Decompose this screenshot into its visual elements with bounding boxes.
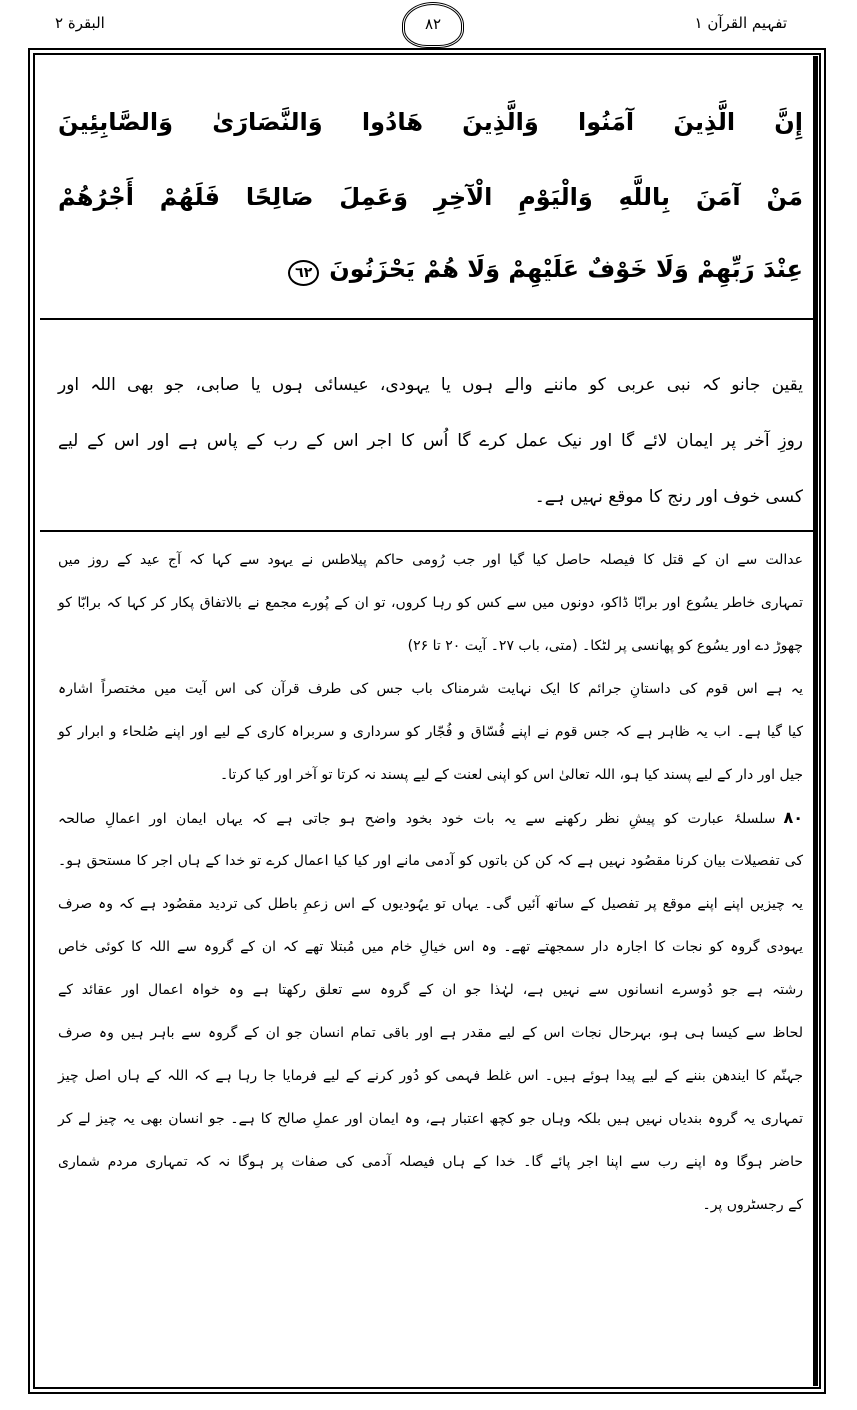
- footnote-line: [58, 805, 803, 832]
- footnote-line: تمہاری خاطر یسُوع اور برابّا ڈاکو، دونوں میں سے کس کو رہا کروں، تو ان کے پُورے مجمع نے بالاتفاق پکار کر کہا کہ برابّا کو: [58, 595, 803, 611]
- book-title: تفہیم القرآن ۱: [694, 14, 787, 32]
- footnote-line: کے رجسٹروں پر۔: [702, 1197, 803, 1213]
- footnote-line: رشتہ ہے جو دُوسرے انسانوں سے نہیں ہے، لہٰذا جو ان کے گروہ سے تعلق رکھتا ہے وہ خواہ اعمال اور عقائد کے: [58, 982, 803, 998]
- footnote-line: یہ چیزیں اپنے اپنے موقع پر تفصیل کے ساتھ آئیں گی۔ یہاں تو یہُودیوں کے اس زعمِ باطل کی تردید مقصُود ہے کہ وہ صرف: [58, 896, 803, 912]
- footnote-line: چھوڑ دے اور یسُوع کو پھانسی پر لٹکا۔ (متی، باب ۲۷۔ آیت ۲۰ تا ۲۶): [407, 638, 803, 654]
- footnote-line: لحاظ سے کیسا ہی ہو، بہرحال نجات اس کے لیے مقدر ہے اور باقی تمام انسان جو ان کے گروہ سے باہر ہیں وہ صرف: [58, 1025, 803, 1041]
- footnote-line: عدالت سے ان کے قتل کا فیصلہ حاصل کیا گیا اور جب رُومی حاکم پیلاطس نے یہود سے کہا کہ آج عید کے روز میں: [58, 552, 803, 568]
- translation-line: یقین جانو کہ نبی عربی کو ماننے والے ہوں یا یہودی، عیسائی ہوں یا صابی، جو بھی اللہ اور: [58, 375, 803, 395]
- ayah-number-marker: ٦٢: [288, 260, 319, 286]
- footnote-line: یہودی گروہ کو نجات کا اجارہ دار سمجھتے تھے۔ وہ اس خیالِ خام میں مُبتلا تھے کہ ان کے گروہ سے اللہ کا کوئی خاص: [58, 939, 803, 955]
- footnote-line: حاضر ہوگا وہ اپنے رب سے اپنا اجر پائے گا۔ خدا کے ہاں فیصلہ آدمی کی صفات پر ہوگا نہ کہ تمہاری مردم شماری: [58, 1154, 803, 1170]
- page-number: ٨٢: [402, 2, 464, 48]
- footnote-line: جہنّم کا ایندھن بننے کے لیے پیدا ہوئے ہیں۔ اس غلط فہمی کو دُور کرنے کے لیے فرمایا جا رہا ہے کہ اللہ کے ہاں اصل چیز: [58, 1068, 803, 1084]
- footnote-line: جیل اور دار کے لیے پسند کیا ہو، اللہ تعالیٰ اس کو اپنی لعنت کے لیے پسند نہ کرتا تو آخر اور کیا کرتا۔: [219, 767, 803, 783]
- surah-name: البقرة ۲: [55, 14, 105, 32]
- divider: [40, 318, 816, 320]
- translation-line: کسی خوف اور رنج کا موقع نہیں ہے۔: [534, 487, 803, 507]
- verse-line: [58, 247, 803, 291]
- footnote-line: یہ ہے اس قوم کی داستانِ جرائم کا ایک نہایت شرمناک باب جس کی طرف قرآن کی اس آیت میں مختصراً اشارہ: [58, 681, 803, 697]
- divider: [40, 530, 816, 532]
- footnote-line: کی تفصیلات بیان کرنا مقصُود نہیں ہے کہ کن کن باتوں کو آدمی مانے اور کیا کیا اعمال کرے تو خدا کے ہاں اجر کا مستحق ہو۔: [58, 853, 803, 869]
- verse-line: مَنْ آمَنَ بِاللَّهِ وَالْيَوْمِ الْآخِرِ وَعَمِلَ صَالِحًا فَلَهُمْ أَجْرُهُمْ: [58, 183, 803, 211]
- footnote-number: ۸۰: [783, 808, 803, 827]
- translation-line: روزِ آخر پر ایمان لائے گا اور نیک عمل کرے گا اُس کا اجر اس کے رب کے پاس ہے اور اس کے لیے: [58, 431, 803, 451]
- verse-line: إِنَّ الَّذِينَ آمَنُوا وَالَّذِينَ هَادُوا وَالنَّصَارَىٰ وَالصَّابِئِينَ: [58, 108, 803, 136]
- verse-text: عِنْدَ رَبِّهِمْ وَلَا خَوْفٌ عَلَيْهِمْ وَلَا هُمْ يَحْزَنُونَ: [329, 255, 803, 283]
- footnote-line: کیا گیا ہے۔ اب یہ ظاہر ہے کہ جس قوم نے اپنے فُسّاق و فُجّار کو سرداری و سربراہ کاری کے لیے اور اپنے صُلحاء و ابرار کو: [58, 724, 803, 740]
- footnote-text: سلسلۂ عبارت کو پیشِ نظر رکھنے سے یہ بات خود بخود واضح ہو جاتی ہے کہ یہاں ایمان اور اعمالِ صالحہ: [58, 811, 776, 827]
- footnote-line: تمہاری یہ گروہ بندیاں نہیں ہیں بلکہ وہاں جو کچھ اعتبار ہے، وہ ایمان اور عملِ صالح کا ہے۔ جو انسان بھی یہ چیز لے کر: [58, 1111, 803, 1127]
